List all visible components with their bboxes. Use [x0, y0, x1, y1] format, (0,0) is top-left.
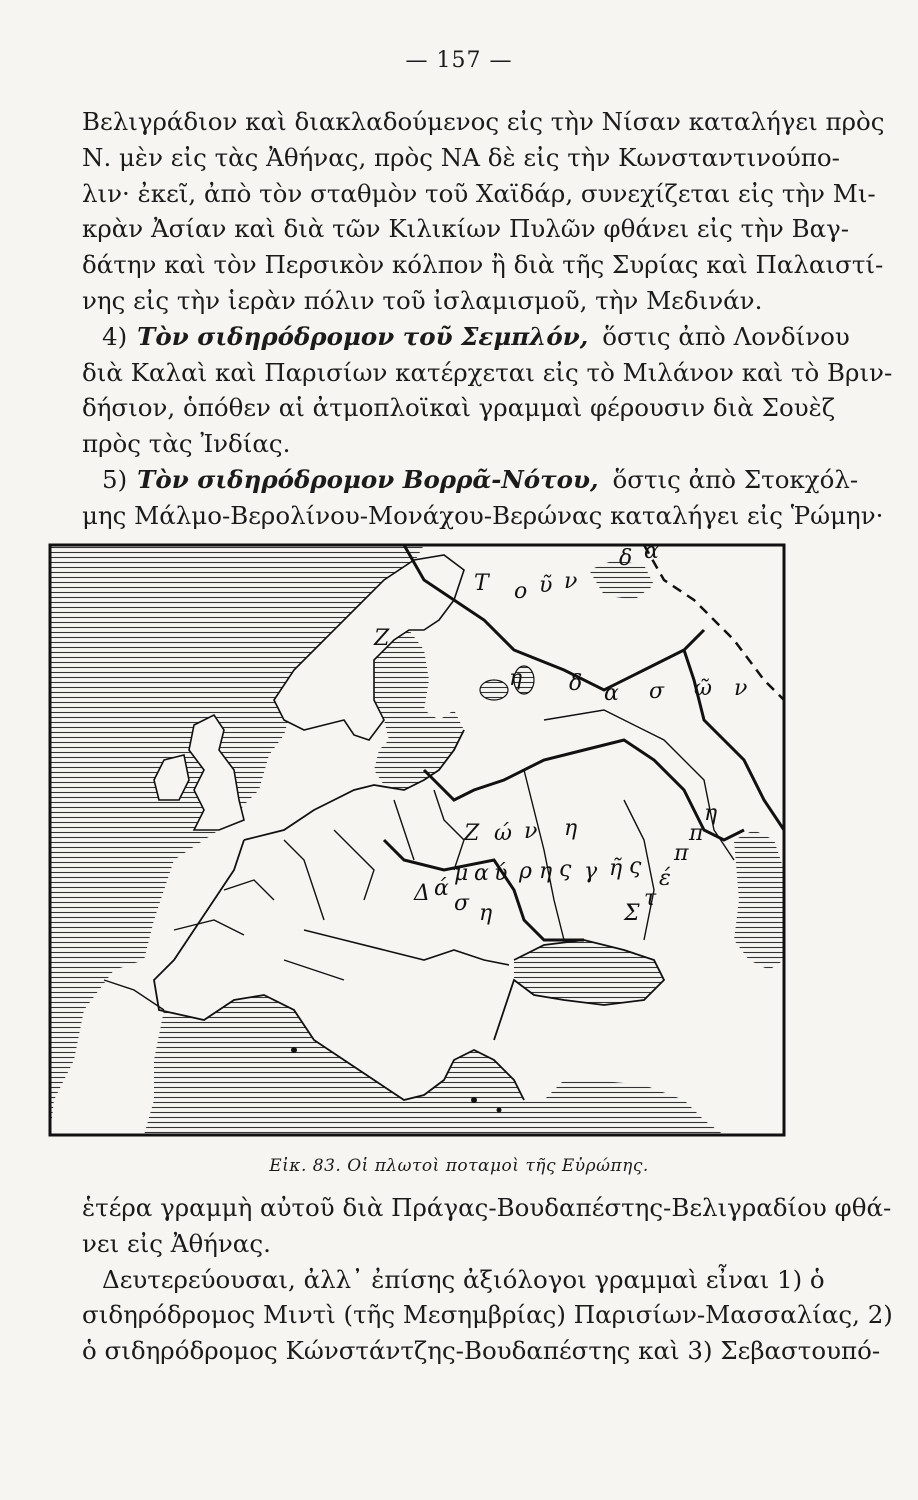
island: [291, 1047, 297, 1053]
text-line-content: νης εἰς τὴν ἱερὰν πόλιν τοῦ ἰσλαμισμοῦ, τὴν Μεδινάν.: [82, 285, 763, 315]
text-line-content: διὰ Καλαὶ καὶ Παρισίων κατέρχεται εἰς τὸ Μιλάνον καὶ τὸ Βριν-: [82, 357, 893, 387]
map-label: δ: [619, 546, 633, 571]
text-line: [82, 104, 885, 140]
text-line: [82, 176, 876, 212]
map-label: η: [509, 666, 523, 691]
map-label: ῶ: [694, 676, 712, 701]
map-label: Σ: [624, 901, 640, 926]
text-line: [82, 211, 850, 247]
island: [471, 1097, 477, 1103]
island: [497, 1108, 502, 1113]
text-line-content: ὅστις ἀπὸ Λονδίνου: [602, 321, 850, 351]
text-line-content: νει εἰς Ἀθήνας.: [82, 1228, 271, 1258]
text-line: [82, 1297, 893, 1333]
map-label: σ: [454, 891, 470, 916]
railway-name: Τὸν σιδηρόδρομον τοῦ Σεμπλόν,: [137, 321, 589, 351]
map-label: ώ: [494, 821, 512, 846]
map-label: α: [644, 540, 659, 564]
bottom-text-block: [82, 1190, 893, 1369]
top-text-block: [82, 104, 893, 534]
item-number: 4): [102, 321, 128, 351]
map-label: π: [674, 841, 689, 866]
map-label: ῦ: [539, 573, 553, 598]
map-label: ν: [524, 819, 538, 844]
item-number: 5): [102, 464, 128, 494]
map-label: ς: [559, 857, 572, 882]
map-label: Τ: [474, 571, 489, 596]
map-label: Ζ: [374, 626, 390, 651]
map-label: η: [564, 816, 578, 841]
map-label: α: [474, 861, 489, 886]
map-label: δ: [569, 671, 583, 696]
text-line-content: Βελιγράδιον καὶ διακλαδούμενος εἰς τὴν Νίσαν καταλήγει πρὸς: [82, 107, 885, 136]
text-line: [82, 426, 810, 462]
caspian-sea: [734, 830, 784, 970]
map-label: τ: [644, 886, 657, 911]
map-label: ρ: [519, 859, 532, 884]
map-label: ς: [629, 854, 642, 879]
text-line-content: σιδηρόδρομος Μιντὶ (τῆς Μεσημβρίας) Παρισίων-Μασσαλίας, 2): [82, 1300, 893, 1330]
europe-rivers-map: [44, 540, 790, 1140]
text-line-content: ὅστις ἀπὸ Στοκχόλ-: [612, 464, 859, 494]
text-line: [82, 1226, 810, 1262]
text-line-content: λιν· ἐκεῖ, ἀπὸ τὸν σταθμὸν τοῦ Χαϊδάρ, συνεχίζεται εἰς τὴν Μι-: [82, 178, 876, 208]
text-line-content: δήσιον, ὁπόθεν αἱ ἀτμοπλοϊκαὶ γραμμαὶ φέρουσιν διὰ Σουὲζ: [82, 393, 836, 423]
map-label: Ζ: [464, 821, 480, 846]
text-line: [82, 1262, 825, 1298]
map-label: η: [479, 901, 493, 926]
map-label: γ: [584, 859, 598, 884]
map-label: π: [689, 821, 704, 846]
map-label: ῆ: [609, 856, 623, 881]
text-line: [82, 1333, 881, 1369]
text-line-content: ἑτέρα γραμμὴ αὐτοῦ διὰ Πράγας-Βουδαπέστης-Βελιγραδίου φθά-: [82, 1193, 892, 1222]
text-line: [82, 498, 884, 534]
text-line: [82, 319, 850, 355]
text-line: [82, 355, 893, 391]
map-label: η: [539, 859, 553, 884]
figure-caption: Εἰκ. 83. Οἱ πλωτοὶ ποταμοὶ τῆς Εὐρώπης.: [269, 1156, 649, 1176]
text-line: [82, 247, 884, 283]
text-line: [82, 283, 810, 319]
map-label: ύ: [494, 861, 508, 886]
map-label: ν: [564, 569, 578, 594]
text-line: [82, 462, 859, 498]
text-line: [82, 390, 836, 426]
map-label: ν: [734, 676, 748, 701]
map-label: Δ: [414, 881, 430, 906]
railway-name: Τὸν σιδηρόδρομον Βορρᾶ-Νότου,: [137, 464, 599, 494]
map-label: ο: [514, 579, 528, 604]
map-label: η: [704, 801, 718, 826]
text-line-content: κρὰν Ἀσίαν καὶ διὰ τῶν Κιλικίων Πυλῶν φθάνει εἰς τὴν Βαγ-: [82, 214, 850, 244]
text-line-content: Ν. μὲν εἰς τὰς Ἀθήνας, πρὸς ΝΑ δὲ εἰς τὴν Κωνσταντινούπο-: [82, 142, 840, 172]
map-label: ά: [434, 876, 449, 901]
text-line: [82, 1190, 892, 1226]
lake-ladoga: [480, 680, 508, 700]
map-svg: [44, 540, 790, 1140]
text-line-content: δάτην καὶ τὸν Περσικὸν κόλπον ἢ διὰ τῆς Συρίας καὶ Παλαιστί-: [82, 250, 884, 280]
map-label: σ: [649, 679, 665, 704]
page-number: — 157 —: [405, 48, 513, 73]
text-line-content: ὁ σιδηρόδρομος Κώνστάντζης-Βουδαπέστης καὶ 3) Σεβαστουπό-: [82, 1336, 881, 1366]
text-line: [82, 140, 840, 176]
text-line-content: Δευτερεύουσαι, ἀλλ᾽ ἐπίσης ἀξιόλογοι γραμμαὶ εἶναι 1) ὁ: [102, 1264, 825, 1294]
text-line-content: πρὸς τὰς Ἰνδίας.: [82, 429, 291, 459]
map-label: έ: [659, 866, 671, 891]
map-label: μ: [454, 861, 469, 886]
text-line-content: μης Μάλμο-Βερολίνου-Μονάχου-Βερώνας καταλήγει εἰς Ῥώμην·: [82, 500, 884, 530]
map-label: α: [604, 681, 619, 706]
